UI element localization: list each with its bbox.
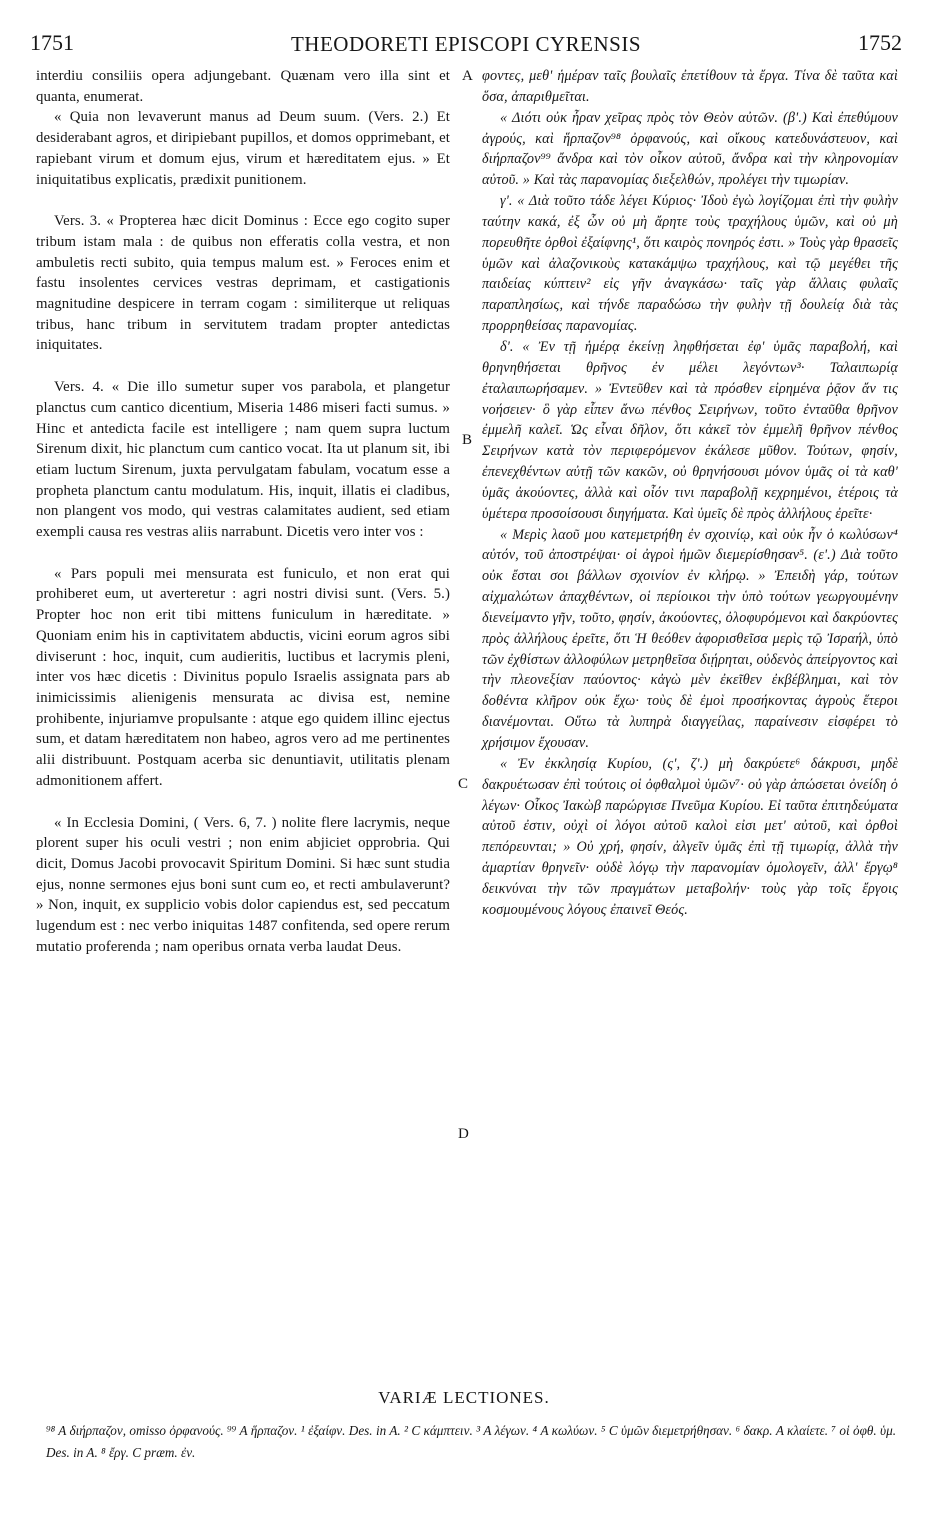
- greek-paragraph: « Μερὶς λαοῦ μου κατεμετρήθη ἐν σχοινίῳ, καὶ οὐκ ἦν ὁ κωλύσων⁴ αὐτόν, τοῦ ἀποστρέψαι· οἱ ἀγροὶ ἡμῶν διεμερίσθησαν⁵. (ε'.) Διὰ τοῦτο οὐκ ἔσται σοι βάλλων σχοινίον ἐν κλήρῳ. » Ἐπειδὴ γάρ, τούτων αἰχμαλώτων ἀπαχθέντων, οἱ περίοικοι τὴν ὑπὸ τούτων γεωργουμένην διενείμαντο γῆν, τοῦτο, φησίν, ἀκούοντες, ὀλοφυρόμενοι καὶ δακρύοντες πρὸς ἀλλήλους ἐρεῖτε, ὅτι Ἡ θεόθεν ἀφορισθεῖσα μερὶς τῷ Ἰσραήλ, ὑπὸ τῶν ἐχθίστων ἀλλοφύλων μετρηθεῖσα διῄρηται, οὐδενὸς ἀπείργοντος καὶ τὴν πλεονεξίαν παύοντος· κἀγὼ μὲν ἐκεῖθεν ἐκβέβλημαι, καὶ τὸν δοθέντα κλῆρον οὐκ ἔχω· τοὺς δὲ ἐμοὶ προσήκοντας ἀγροὺς ἕτεροι διανέμονται. Οὕτω τὰ λυπηρὰ διαγγείλας, παραίνεσιν εἰσφέρει τὸ χρήσιμον ἔχουσαν.: [482, 526, 899, 751]
- page-number-left: 1751: [30, 30, 74, 55]
- margin-letter-b: B: [462, 432, 473, 448]
- margin-letter-c: C: [458, 776, 469, 792]
- latin-paragraph: « Pars populi mei mensurata est funiculo, et non erat qui prohiberet eum, ut averteretur : agri nostri divisi sunt. (Vers. 5.) Propter hoc non erit tibi mittens funiculum in hæreditate. » Quoniam enim his in captivitatem abductis, vicini eorum agros sibi diviserunt : hoc, inquit, cum audieritis, luctibus et lacrymis pleni, inter vos hæc dicetis : Divinitus populo Israelis assignata pars ab inimicissimis alienigenis mensurata ac divisa est, nemine prohibente, injuriamve propulsante : atque ego quidem illinc ejectus sum, et datam hæreditatem non habeo, agros vero ad me pertinentes alii distribuunt. Postquam acerba sic denuntiavit, utilitatis plenam admonitionem affert.: [36, 565, 450, 789]
- latin-paragraph: « In Ecclesia Domini, ( Vers. 6, 7. ) nolite flere lacrymis, neque plorent super his oculi vestri ; non enim abjiciet opprobria. Qui dicit, Domus Jacobi provocavit Spiritum Domini. Si hæc sunt studia ejus, nonne sermones ejus boni sunt cum eo, et recti ambulaverunt? » Non, inquit, ex supplicio vobis dolor capiendus est, sed peccatum lugendum est : nec verbo iniquitas 1487 confitenda, sed opere rerum mutatio proferenda ; nam operibus ornata verba laudat Deus.: [36, 814, 450, 955]
- greek-paragraph: « Διότι οὐκ ἦραν χεῖρας πρὸς τὸν Θεὸν αὐτῶν. (β'.) Καὶ ἐπεθύμουν ἀγρούς, καὶ ἥρπαζον⁹⁸ ὀρφανούς, καὶ οἴκους κατεδυνάστευον, καὶ διήρπαζον⁹⁹ ἄνδρα καὶ τὸν οἶκον αὐτοῦ, ἄνδρα καὶ τὴν κληρονομίαν αὐτοῦ. » Καὶ τὰς παρανομίας διεξελθών, προλέγει τὴν τιμωρίαν.: [482, 109, 898, 189]
- variae-lectiones-heading: VARIÆ LECTIONES.: [378, 1388, 550, 1407]
- page-header: [30, 30, 902, 60]
- latin-paragraph: Vers. 3. « Propterea hæc dicit Dominus : Ecce ego cogito super tribum istam mala : de quibus non efferatis colla vestra, et non ambuletis recti subito, quia tempus malum est. » Feroces enim et fastu insolentes cervices vestras deprimam, et castigationis magnitudine despicere in terram cogam : similiterque ut reliquas tribus, hanc tribum in servitutem tradam propter antedictas iniquitates.: [36, 213, 450, 354]
- margin-letter-d: D: [458, 1126, 469, 1142]
- greek-paragraph: δ'. « Ἐν τῇ ἡμέρᾳ ἐκείνῃ ληφθήσεται ἐφ' ὑμᾶς παραβολή, καὶ θρηνηθήσεται θρῆνος ἐν μέλει λεγόντων³· Ταλαιπωρίᾳ ἐταλαιπωρήσαμεν. » Ἐντεῦθεν καὶ τὰ πρόσθεν εἰρημένα ῥᾷον ἄν τις νοήσειεν· ὃ γὰρ εἶπεν ἄνω πένθος Σειρήνων, τοῦτο ἐνταῦθα θρῆνον ἐμμελῆ καλεῖ. Ὡς εἶναι δῆλον, ὅτι κἀκεῖ τὸν ἐμμελῆ θρῆνον πένθος Σειρήνων κατὰ τὸν περιφερόμενον ἐκάλεσε μῦθον. Τούτων, φησίν, ἐπενεχθέντων αὐτῇ τῶν κακῶν, οὐ θρηνήσουσι μόνον ὑμᾶς οἱ τὰ καθ' ὑμᾶς ἀκούοντες, ἀλλὰ καὶ οἷόν τινι παραβολῇ κεχρημένοι, ἑτέροις τὰ ὑμέτερα προσοίσουσι διηγήματα. Καὶ ὑμεῖς δὲ πρὸς ἀλλήλους ἐρεῖτε·: [482, 338, 898, 522]
- latin-paragraph: Vers. 4. « Die illo sumetur super vos parabola, et plangetur planctus cum cantico dicentium, Miseria 1486 miseri facti sumus. » Hinc et antedicta facile est intelligere ; nam quem supra luctum Sirenum dixit, hic planctum cum cantico vocat. Ita ut planum sit, ibi etiam luctum Sirenum, juxta pervulgatam fabulam, vocatum esse a propheta planctum cantu modulatum. His, inquit, illatis ei cladibus, non plangent vos modo, qui vestras calamitates audient, sed etiam exempli causa res vestras aliis narrabunt. Dicetis vero inter vos :: [36, 379, 450, 541]
- latin-column: [36, 66, 450, 957]
- variae-lectiones-notes: ⁹⁸ A διήρπαζον, omisso ὀρφανούς. ⁹⁹ A ἥρπαζον. ¹ ἐξαίφν. Des. in A. ² C κάμπτειν. ³ A λέγων. ⁴ A κωλύων. ⁵ C ὑμῶν διεμετρήθησαν. ⁶ δακρ. A κλαίετε. ⁷ οἱ ὀφθ. ὑμ. Des. in A. ⁸ ἔργ. C præm. ἐν.: [46, 1423, 896, 1460]
- greek-column: [482, 66, 898, 921]
- page-number-right: 1752: [858, 30, 902, 55]
- greek-paragraph: « Ἐν ἐκκλησίᾳ Κυρίου, (ς', ζ'.) μὴ δακρύετε⁶ δάκρυσι, μηδὲ δακρυέτωσαν ἐπὶ τούτοις οἱ ὀφθαλμοὶ ὑμῶν⁷· οὐ γὰρ ἀπώσεται ὀνείδη ὁ λέγων· Οἶκος Ἰακὼβ παρώργισε Πνεῦμα Κυρίου. Εἰ ταῦτα ἐπιτηδεύματα αὐτοῦ ἐστιν, οὐχὶ οἱ λόγοι αὐτοῦ καλοὶ εἰσι μετ' αὐτοῦ, καὶ ὀρθοὶ πεπόρευνται; » Οὐ χρή, φησίν, ἀλγεῖν ὑμᾶς ἐπὶ τῇ τιμωρίᾳ, ἀλλὰ τὴν ἁμαρτίαν θρηνεῖν· οὐδὲ λόγῳ τὴν παρανομίαν ὁμολογεῖν, ἀλλ' ἔργῳ⁸ δεικνύναι τὴν τῶν πραγμάτων μεταβολήν· τοὺς γὰρ τοῖς ἔργοις κοσμουμένους λόγους ἐπαινεῖ Θεός.: [482, 755, 898, 918]
- margin-letter-a: A: [462, 68, 473, 84]
- greek-paragraph: γ'. « Διὰ τοῦτο τάδε λέγει Κύριος· Ἰδοὺ ἐγὼ λογίζομαι ἐπὶ τὴν φυλὴν ταύτην κακά, ἐξ ὧν οὐ μὴ ἄρητε τοὺς τραχήλους ὑμῶν, καὶ οὐ μὴ πορευθῆτε ὀρθοὶ ἐξαίφνης¹, ὅτι καιρὸς πονηρός ἐστι. » Τοὺς γὰρ θρασεῖς ὑμῶν καὶ ἀλαζονικοὺς κατακάμψω τραχήλους, καὶ τῷ μεγέθει τῆς παιδείας κύπτειν² εἰς γῆν ἀναγκάσω· ταῖς γὰρ ἄλλαις φυλαῖς παραπλησίως, καὶ τήνδε παραδώσω τὴν φυλὴν τῇ δουλείᾳ διὰ τὰς προρρηθείσας παρανομίας.: [482, 193, 898, 335]
- latin-paragraph: « Quia non levaverunt manus ad Deum suum. (Vers. 2.) Et desiderabant agros, et diripiebant pupillos, et domos opprimebant, et rapiebant virum et domum ejus, virum et hæreditatem ejus. » Et iniquitatibus explicatis, prædixit punitionem.: [36, 109, 450, 188]
- running-title: THEODORETI EPISCOPI CYRENSIS: [290, 32, 642, 56]
- latin-paragraph: interdiu consiliis opera adjungebant. Quænam vero illa sint et quanta, enumerat.: [36, 68, 450, 105]
- greek-paragraph: φοντες, μεθ' ἡμέραν ταῖς βουλαῖς ἐπετίθουν τὰ ἔργα. Τίνα δὲ ταῦτα καὶ ὅσα, ἀπαριθμεῖται.: [482, 68, 898, 105]
